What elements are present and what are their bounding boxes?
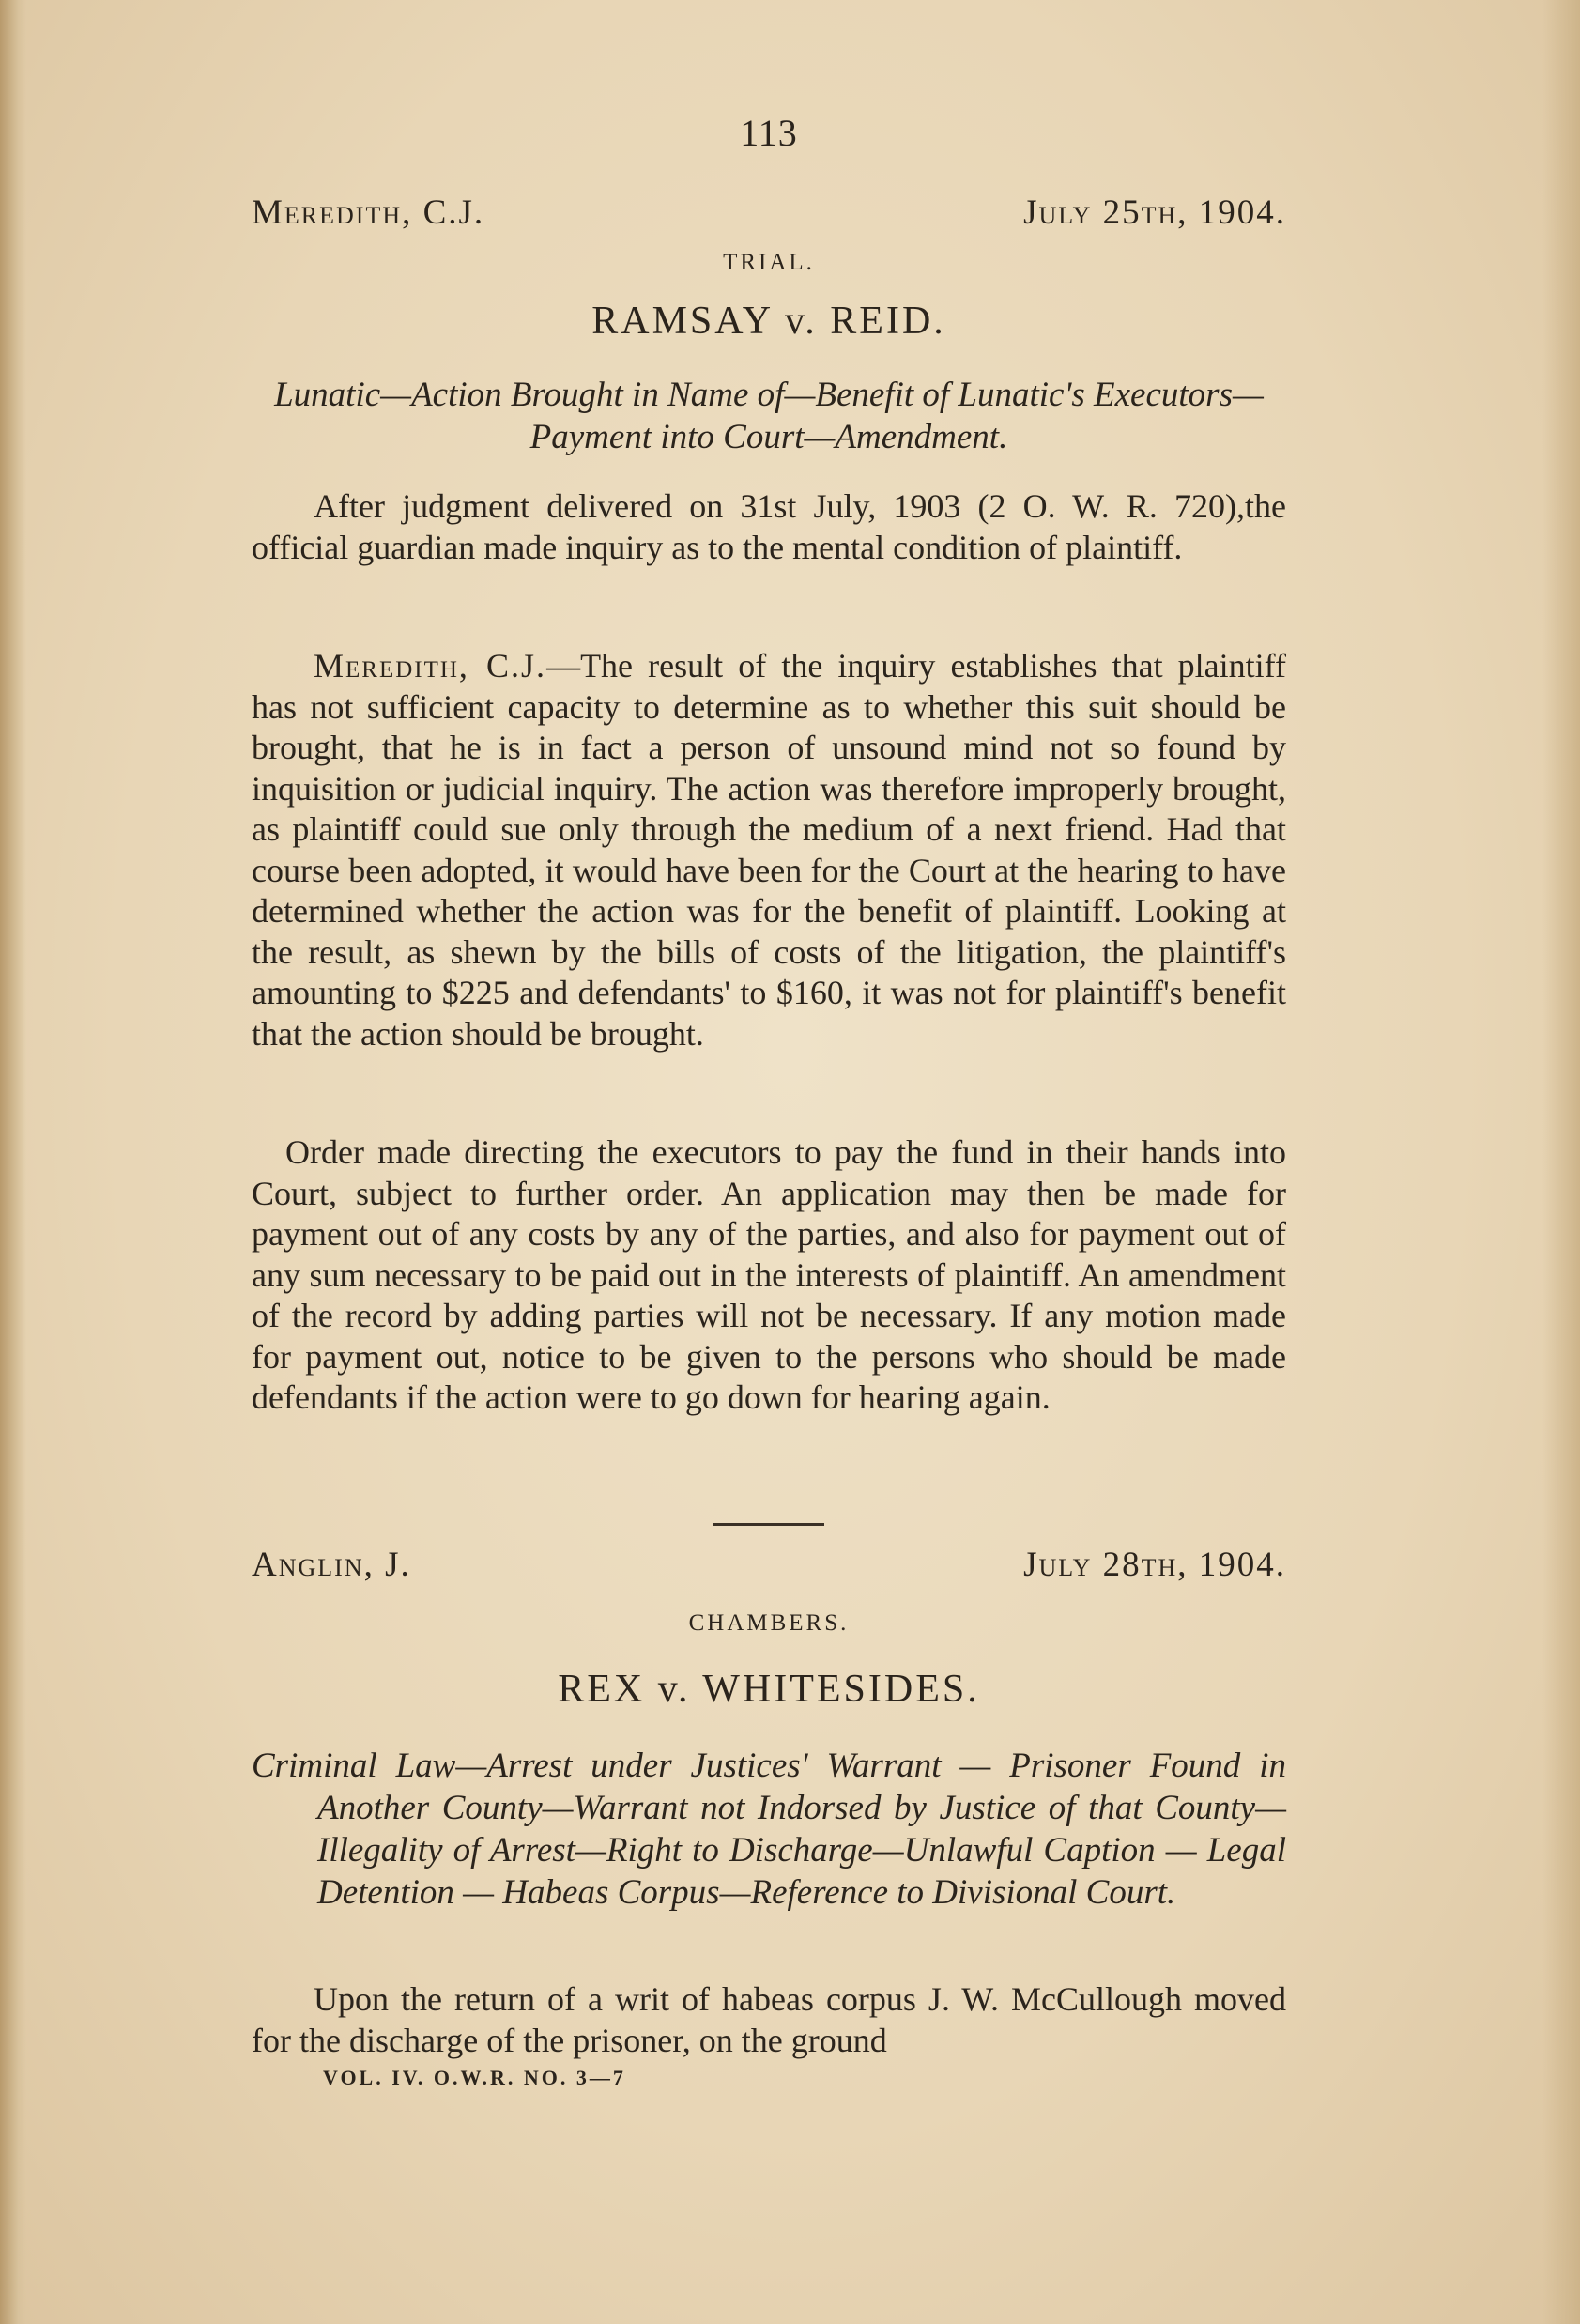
page-edge-shadow (1542, 0, 1580, 2324)
case1-judge: Meredith, C.J. (252, 193, 485, 232)
case1-intro: After judgment delivered on 31st July, 1903 (2 O. W. R. 720),the official guardian made inquiry as to the mental condition of plaintiff. (252, 487, 1286, 566)
case1-judgment (252, 646, 1286, 1054)
section-divider (713, 1523, 824, 1526)
case1-title: RAMSAY v. REID. (591, 300, 946, 343)
case1-headnote: Lunatic—Action Brought in Name of—Benefit of Lunatic's Executors—Payment into Court—Amendment. (274, 376, 1264, 456)
page-binding-shadow (0, 0, 26, 2324)
signature-footer: VOL. IV. O.W.R. NO. 3—7 (323, 2066, 626, 2089)
case1-order: Order made directing the executors to pay the fund in their hands into Court, subject to further order. An application may then be made for payment out of any costs by any of the parties, and also for payment out of any sum necessary to be paid out in the interests of plaintiff. An amendment of the record by adding parties will not be necessary. If any motion made for payment out, notice to be given to the persons who should be made defendants if the action were to go down for hearing again. (252, 1133, 1286, 1416)
case2-dateline (252, 1545, 1286, 1585)
case2-judge: Anglin, J. (252, 1546, 411, 1584)
case1-court: TRIAL. (723, 250, 815, 275)
case2-title: REX v. WHITESIDES. (558, 1668, 980, 1711)
case2-court: CHAMBERS. (688, 1610, 850, 1636)
case2-headnote: Criminal Law—Arrest under Justices' Warrant — Prisoner Found in Another County—Warrant not Indorsed by Justice of that County—Illegality of Arrest—Right to Discharge—Unlawful Caption — Legal Detention — Habeas Corpus—Reference to Divisional Court. (252, 1747, 1286, 1912)
case1-dateline (252, 192, 1286, 233)
case1-date: July 25th, 1904. (1023, 193, 1286, 232)
case2-intro: Upon the return of a writ of habeas corpus J. W. McCullough moved for the discharge of the prisoner, on the ground (252, 1980, 1286, 2059)
case1-judgment-judge: Meredith, C.J. (314, 647, 547, 685)
case1-judgment-text: —The result of the inquiry establishes that plaintiff has not sufficient capacity to determine as to whether this suit should be brought, that he is in fact a person of unsound mind not so found by inquisition or judicial inquiry. The action was therefore improperly brought, as plaintiff could sue only through the medium of a next friend. Had that course been adopted, it would have been for the Court at the hearing to have determined whether the action was for the benefit of plaintiff. Looking at the result, as shewn by the bills of costs of the litigation, the plaintiff's amounting to $225 and defendants' to $160, it was not for plaintiff's benefit that the action should be brought. (252, 647, 1286, 1053)
page-number: 113 (740, 112, 798, 154)
case2-date: July 28th, 1904. (1023, 1546, 1286, 1584)
